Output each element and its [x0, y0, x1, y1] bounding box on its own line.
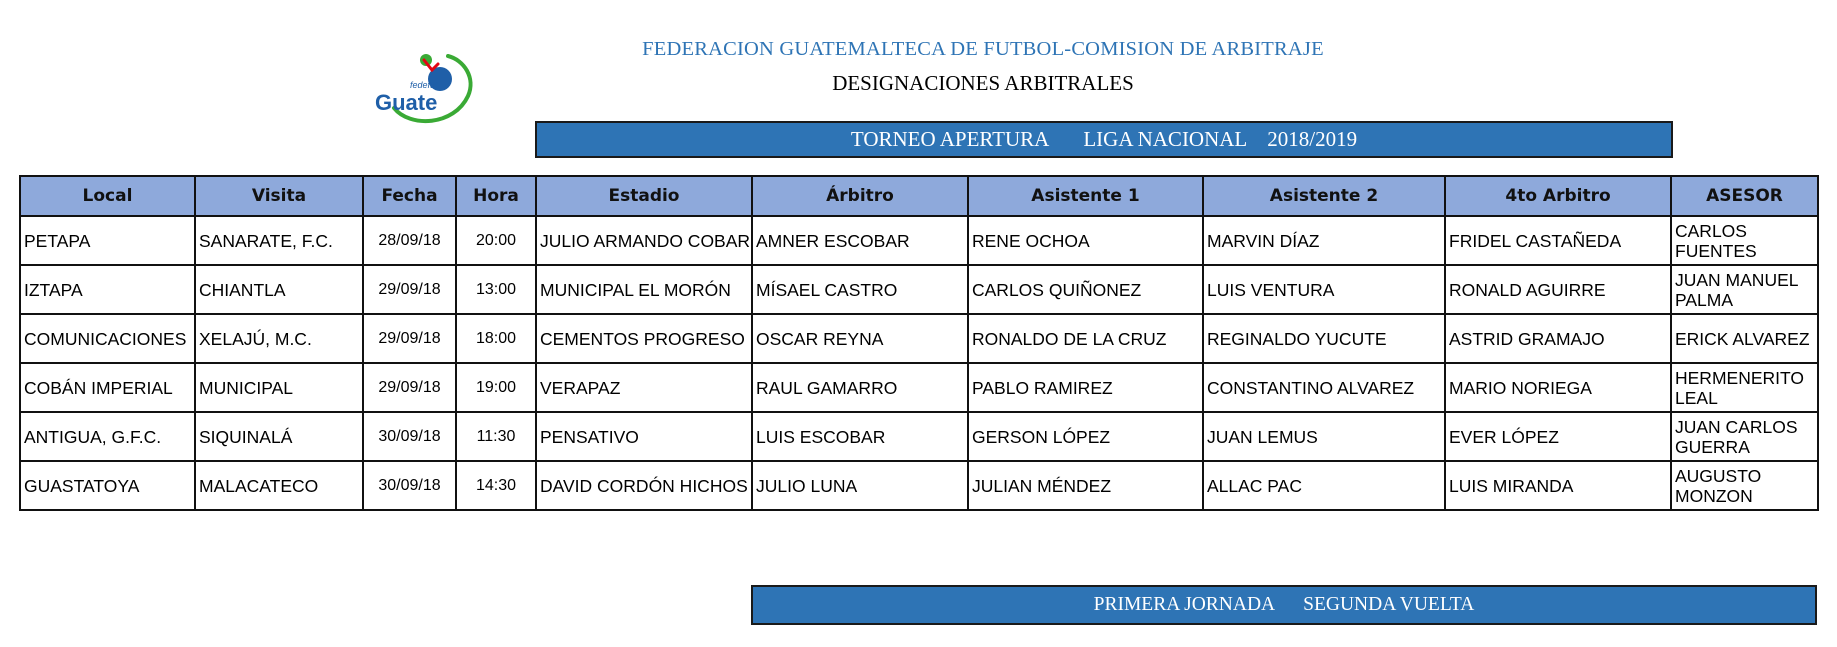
cell-asistente-1: RONALDO DE LA CRUZ — [968, 314, 1203, 363]
column-header-visita: Visita — [195, 176, 363, 216]
cell-4to-arbitro: FRIDEL CASTAÑEDA — [1445, 216, 1671, 265]
federation-title: FEDERACION GUATEMALTECA DE FUTBOL-COMISION DE ARBITRAJE — [642, 38, 1324, 60]
cell-4to-arbitro: MARIO NORIEGA — [1445, 363, 1671, 412]
cell-asistente-1: CARLOS QUIÑONEZ — [968, 265, 1203, 314]
cell-asesor: ERICK ALVAREZ — [1671, 314, 1818, 363]
tournament-name: TORNEO APERTURA — [850, 127, 1050, 151]
cell-4to-arbitro: EVER LÓPEZ — [1445, 412, 1671, 461]
cell-asistente-2: ALLAC PAC — [1203, 461, 1445, 510]
cell-4to-arbitro: LUIS MIRANDA — [1445, 461, 1671, 510]
cell-arbitro: AMNER ESCOBAR — [752, 216, 968, 265]
cell-visita: MALACATECO — [195, 461, 363, 510]
table-row — [20, 363, 1818, 412]
cell-estadio: CEMENTOS PROGRESO — [536, 314, 752, 363]
cell-visita: CHIANTLA — [195, 265, 363, 314]
column-header-fecha: Fecha — [363, 176, 456, 216]
column-header-arbitro: Árbitro — [752, 176, 968, 216]
cell-visita: XELAJÚ, M.C. — [195, 314, 363, 363]
cell-4to-arbitro: ASTRID GRAMAJO — [1445, 314, 1671, 363]
cell-estadio: PENSATIVO — [536, 412, 752, 461]
table-row — [20, 314, 1818, 363]
svg-text:fedefut: fedefut — [410, 80, 438, 90]
cell-asistente-1: GERSON LÓPEZ — [968, 412, 1203, 461]
column-header-asesor: ASESOR — [1671, 176, 1818, 216]
cell-estadio: JULIO ARMANDO COBAR — [536, 216, 752, 265]
cell-hora: 19:00 — [456, 363, 536, 412]
cell-asesor: CARLOS FUENTES — [1671, 216, 1818, 265]
cell-fecha: 29/09/18 — [363, 363, 456, 412]
cell-arbitro: MÍSAEL CASTRO — [752, 265, 968, 314]
page-subtitle: DESIGNACIONES ARBITRALES — [832, 71, 1134, 95]
table-row — [20, 265, 1818, 314]
cell-estadio: VERAPAZ — [536, 363, 752, 412]
cell-asesor: HERMENERITO LEAL — [1671, 363, 1818, 412]
column-header-local: Local — [20, 176, 195, 216]
cell-local: IZTAPA — [20, 265, 195, 314]
svg-text:Guate: Guate — [375, 90, 438, 115]
cell-asistente-2: MARVIN DÍAZ — [1203, 216, 1445, 265]
cell-estadio: MUNICIPAL EL MORÓN — [536, 265, 752, 314]
cell-arbitro: JULIO LUNA — [752, 461, 968, 510]
assignments-table — [19, 175, 1819, 511]
table-header-row — [20, 176, 1818, 216]
table-row — [20, 216, 1818, 265]
cell-hora: 13:00 — [456, 265, 536, 314]
cell-arbitro: LUIS ESCOBAR — [752, 412, 968, 461]
cell-asistente-2: CONSTANTINO ALVAREZ — [1203, 363, 1445, 412]
column-header-asistente-1: Asistente 1 — [968, 176, 1203, 216]
cell-fecha: 29/09/18 — [363, 265, 456, 314]
cell-visita: SANARATE, F.C. — [195, 216, 363, 265]
cell-visita: MUNICIPAL — [195, 363, 363, 412]
cell-asesor: AUGUSTO MONZON — [1671, 461, 1818, 510]
cell-hora: 14:30 — [456, 461, 536, 510]
table-row — [20, 412, 1818, 461]
cell-asistente-1: RENE OCHOA — [968, 216, 1203, 265]
cell-fecha: 30/09/18 — [363, 412, 456, 461]
jornada-label: PRIMERA JORNADA — [1093, 594, 1276, 615]
cell-estadio: DAVID CORDÓN HICHOS — [536, 461, 752, 510]
cell-asistente-1: JULIAN MÉNDEZ — [968, 461, 1203, 510]
tournament-banner — [535, 121, 1673, 158]
season: 2018/2019 — [1267, 127, 1358, 151]
cell-arbitro: RAUL GAMARRO — [752, 363, 968, 412]
cell-local: ANTIGUA, G.F.C. — [20, 412, 195, 461]
cell-local: GUASTATOYA — [20, 461, 195, 510]
vuelta-label: SEGUNDA VUELTA — [1303, 594, 1475, 615]
cell-local: COBÁN IMPERIAL — [20, 363, 195, 412]
jornada-banner — [751, 585, 1817, 625]
cell-hora: 18:00 — [456, 314, 536, 363]
column-header-hora: Hora — [456, 176, 536, 216]
cell-visita: SIQUINALÁ — [195, 412, 363, 461]
cell-hora: 11:30 — [456, 412, 536, 461]
cell-asistente-2: REGINALDO YUCUTE — [1203, 314, 1445, 363]
cell-asistente-2: LUIS VENTURA — [1203, 265, 1445, 314]
column-header-estadio: Estadio — [536, 176, 752, 216]
column-header-asistente-2: Asistente 2 — [1203, 176, 1445, 216]
cell-4to-arbitro: RONALD AGUIRRE — [1445, 265, 1671, 314]
cell-asistente-2: JUAN LEMUS — [1203, 412, 1445, 461]
fedefut-guate-logo — [372, 46, 477, 126]
cell-asistente-1: PABLO RAMIREZ — [968, 363, 1203, 412]
cell-local: COMUNICACIONES — [20, 314, 195, 363]
cell-hora: 20:00 — [456, 216, 536, 265]
cell-fecha: 28/09/18 — [363, 216, 456, 265]
cell-arbitro: OSCAR REYNA — [752, 314, 968, 363]
cell-fecha: 30/09/18 — [363, 461, 456, 510]
league-name: LIGA NACIONAL — [1083, 127, 1248, 151]
cell-asesor: JUAN CARLOS GUERRA — [1671, 412, 1818, 461]
cell-asesor: JUAN MANUEL PALMA — [1671, 265, 1818, 314]
cell-fecha: 29/09/18 — [363, 314, 456, 363]
column-header-4to-arbitro: 4to Arbitro — [1445, 176, 1671, 216]
cell-local: PETAPA — [20, 216, 195, 265]
table-row — [20, 461, 1818, 510]
